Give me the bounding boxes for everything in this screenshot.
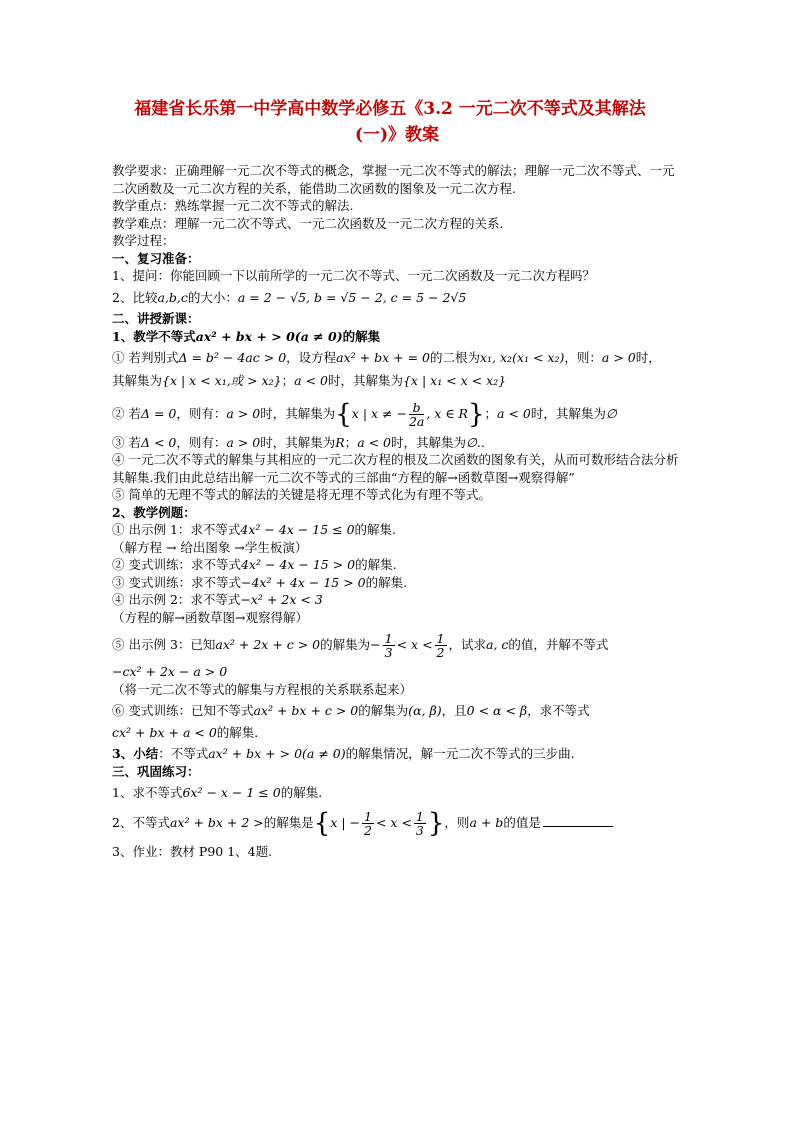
c2-m1: Δ = 0 xyxy=(140,405,177,421)
e6-e: 的解集. xyxy=(216,724,259,740)
p2-c: ，则 xyxy=(444,814,470,830)
p2-left-brace: { xyxy=(313,808,331,838)
c1-c: 的二根为 xyxy=(429,350,480,365)
c1-f: 其解集为 xyxy=(112,372,163,388)
c1-m5: {x | x < x₁,或 > x₂} xyxy=(162,372,282,388)
q2-math: a = 2 − √5, b = √5 − 2, c = 5 − 2√5 xyxy=(237,289,467,305)
e5-m1: ax² + 2x + c > 0 xyxy=(215,637,321,652)
section-1-heading: 一、复习准备： xyxy=(112,250,200,266)
example-1 xyxy=(112,521,682,539)
c1-m6: a < 0 xyxy=(294,372,328,388)
e2-m: 4x² − 4x − 15 > 0 xyxy=(240,557,356,572)
c2-frac-den: 2a xyxy=(408,413,425,429)
case-4: ④ 一元二次不等式的解集与其相应的一元二次方程的根及二次函数的图象有关，从而可数形结合法分析其解集.我们由此总结出解一元二次不等式的三部曲“方程的解→函数草图→观察得解” xyxy=(112,452,679,485)
teaching-difficulty: 教学难点：理解一元二次不等式、一元二次函数及一元二次方程的关系. xyxy=(112,215,504,231)
e6-b: 的解集为 xyxy=(358,703,409,718)
e1-m: 4x² − 4x − 15 ≤ 0 xyxy=(240,522,355,537)
c2-frac-num: b xyxy=(409,401,424,415)
e6-m2: (α, β) xyxy=(408,703,442,718)
e5-minus: − xyxy=(370,637,381,652)
e6-m1: ax² + bx + c > 0 xyxy=(253,703,359,718)
subsection-1-heading xyxy=(112,328,682,346)
c3-m4: a < 0 xyxy=(357,434,392,450)
c2-m4: ∅ xyxy=(605,405,617,421)
review-question-1: 1、提问：你能回顾一下以前所学的一元二次不等式、一元二次函数及一元二次方程吗？ xyxy=(112,268,595,283)
sub1-math: ax² + bx + > 0(a ≠ 0) xyxy=(195,328,343,344)
e6-m3: 0 < α < β xyxy=(466,703,528,718)
sub1-tail: 的解集 xyxy=(342,328,381,344)
left-brace: { xyxy=(335,399,352,429)
e3-m: −4x² + 4x − 15 > 0 xyxy=(240,574,366,590)
p2-right-brace: } xyxy=(427,808,445,838)
c2-m3: a < 0 xyxy=(497,405,531,421)
c2-set-post: , x ∈ R xyxy=(426,405,468,421)
e5-f2-den: 2 xyxy=(436,645,445,660)
c1-m1: Δ = b² − 4ac > 0 xyxy=(178,350,287,365)
e2-a: ② 变式训练：求不等式 xyxy=(112,557,241,572)
c1-d: ，则： xyxy=(564,350,602,365)
e6-a: ⑥ 变式训练：已知不等式 xyxy=(112,703,254,718)
e5-f1-num: 1 xyxy=(384,631,393,646)
summary-a: ：不等式 xyxy=(158,746,209,761)
p2-b: 的解集是 xyxy=(263,814,314,830)
c2-d: ； xyxy=(484,405,498,421)
case-3 xyxy=(112,434,682,452)
c3-m3: R xyxy=(335,434,345,450)
p2-a: 2、不等式 xyxy=(112,814,170,830)
example-1-note: （解方程 → 给出图象 →学生板演） xyxy=(112,539,308,555)
e5-fraction-1 xyxy=(383,632,395,659)
c2-set-pre: x | x ≠ − xyxy=(351,405,407,421)
c3-d: ； xyxy=(344,434,358,450)
teaching-process: 教学过程： xyxy=(112,233,175,248)
e5-fraction-2 xyxy=(435,632,447,659)
p2-fraction-2 xyxy=(414,810,426,837)
example-3 xyxy=(112,574,682,592)
c3-a: ③ 若 xyxy=(112,434,141,450)
e4-m: −x² + 2x < 3 xyxy=(240,592,323,607)
document-body xyxy=(112,162,682,860)
e2-b: 的解集. xyxy=(355,557,397,572)
p2-f1-den: 2 xyxy=(364,822,372,838)
e4-a: ④ 出示例 2：求不等式 xyxy=(112,592,241,607)
c3-b: ，则有： xyxy=(176,434,227,450)
p2-mid: < x < xyxy=(375,814,412,830)
title-line-1: 福建省长乐第一中学高中数学必修五《3.2 一元二次不等式及其解法 xyxy=(134,99,646,119)
right-brace: } xyxy=(467,399,485,429)
section-2-heading: 二、讲授新课： xyxy=(112,311,200,326)
c1-e: 时， xyxy=(635,350,661,365)
q2-text: 的大小： xyxy=(187,289,238,305)
e5-f2-num: 1 xyxy=(436,631,445,646)
document-title xyxy=(112,96,682,148)
example-4-note: （方程的解→函数草图→观察得解） xyxy=(112,609,308,625)
c2-c: 时，其解集为 xyxy=(260,405,336,421)
teaching-requirements: 教学要求：正确理解一元二次不等式的概念，掌握一元二次不等式的解法；理解一元二次不等式、一元二次函数及一元二次方程的关系，能借助二次函数的图象及一元二次方程. xyxy=(112,163,675,196)
example-2 xyxy=(112,556,682,574)
p2-f2-den: 3 xyxy=(415,822,424,838)
e5-m2: a, c xyxy=(486,637,509,652)
e3-b: 的解集. xyxy=(365,574,408,590)
e5-a: ⑤ 出示例 3：已知 xyxy=(112,637,216,652)
c2-e: 时，其解集为 xyxy=(530,405,606,421)
p1-b: 的解集. xyxy=(280,785,323,800)
p2-f1-num: 1 xyxy=(364,808,372,824)
q2-vars: a,b,c xyxy=(157,289,188,305)
summary-label: 3、小结 xyxy=(112,746,159,761)
e6-m4: cx² + bx + a < 0 xyxy=(112,724,217,740)
case-2 xyxy=(112,401,682,428)
e5-m3: −cx² + 2x − a > 0 xyxy=(112,664,228,679)
review-question-2 xyxy=(112,289,682,307)
c3-m1: Δ < 0 xyxy=(140,434,177,450)
e6-d: ，求不等式 xyxy=(527,703,590,718)
c1-m4: a > 0 xyxy=(601,350,636,365)
c1-g: ； xyxy=(281,372,295,388)
case-1-line-2 xyxy=(112,367,682,395)
section-3-heading: 三、巩固练习： xyxy=(112,763,200,779)
summary xyxy=(112,745,682,763)
e5-f1-den: 3 xyxy=(384,645,393,660)
e5-d: 的值，并解不等式 xyxy=(508,637,609,652)
p2-m2: a + b xyxy=(469,814,504,830)
case-1-line-1 xyxy=(112,349,682,367)
e1-a: ① 出示例 1：求不等式 xyxy=(112,522,241,537)
e5-b: 的解集为 xyxy=(320,637,371,652)
c1-a: ① 若判别式 xyxy=(112,350,179,365)
c2-fraction xyxy=(409,401,424,428)
practice-3: 3、作业：教材 P90 1、4题. xyxy=(112,843,273,859)
p2-f2-num: 1 xyxy=(415,808,424,824)
c3-m2: a > 0 xyxy=(226,434,261,450)
c2-a: ② 若 xyxy=(112,405,141,421)
c1-m7: {x | x₁ < x < x₂} xyxy=(402,372,507,388)
c1-m3: x₁, x₂(x₁ < x₂) xyxy=(480,350,565,365)
p1-a: 1、求不等式 xyxy=(112,785,183,800)
q2-label: 2、比较 xyxy=(112,289,158,305)
c3-e: 时，其解集为 xyxy=(391,434,467,450)
summary-b: 的解集情况，解一元二次不等式的三步曲. xyxy=(345,746,575,761)
title-line-2: (一)》教案 xyxy=(354,125,440,145)
summary-math: ax² + bx + > 0(a ≠ 0) xyxy=(208,746,346,761)
example-5-note: （将一元二次不等式的解集与方程根的关系联系起来） xyxy=(112,681,413,697)
c1-b: ，设方程 xyxy=(286,350,337,365)
p1-m: 6x² − x − 1 ≤ 0 xyxy=(182,785,281,800)
example-6-line-2 xyxy=(112,724,682,742)
p2-fraction-1 xyxy=(362,810,374,837)
example-5-inequality xyxy=(112,663,682,681)
p2-set-pre: x | − xyxy=(330,814,361,830)
answer-blank xyxy=(543,814,613,827)
sub1-label: 1、教学不等式 xyxy=(112,328,196,344)
e5-c: ，试求 xyxy=(448,637,487,652)
e6-c: ，且 xyxy=(441,703,467,718)
e3-a: ③ 变式训练：求不等式 xyxy=(112,574,241,590)
document-page xyxy=(112,96,682,860)
e1-b: 的解集. xyxy=(354,522,397,537)
c3-c: 时，其解集为 xyxy=(260,434,336,450)
practice-1 xyxy=(112,784,682,802)
example-5 xyxy=(112,632,682,659)
c1-h: 时，其解集为 xyxy=(327,372,403,388)
subsection-2-heading: 2、教学例题： xyxy=(112,504,196,520)
practice-2 xyxy=(112,810,682,837)
case-5: ⑤ 简单的无理不等式的解法的关键是将无理不等式化为有理不等式。 xyxy=(112,487,491,502)
example-6 xyxy=(112,702,682,720)
c1-m2: ax² + bx + = 0 xyxy=(336,350,430,365)
p2-d: 的值是 xyxy=(503,814,541,830)
teaching-keypoint: 教学重点：熟练掌握一元二次不等式的解法. xyxy=(112,198,354,213)
p2-m: ax² + bx + 2 > xyxy=(169,814,264,830)
c2-m2: a > 0 xyxy=(226,405,261,421)
c2-b: ，则有： xyxy=(176,405,227,421)
c3-f: .. xyxy=(476,434,485,450)
e5-mid: < x < xyxy=(396,637,433,652)
c3-m5: ∅ xyxy=(466,434,477,450)
example-4 xyxy=(112,591,682,609)
